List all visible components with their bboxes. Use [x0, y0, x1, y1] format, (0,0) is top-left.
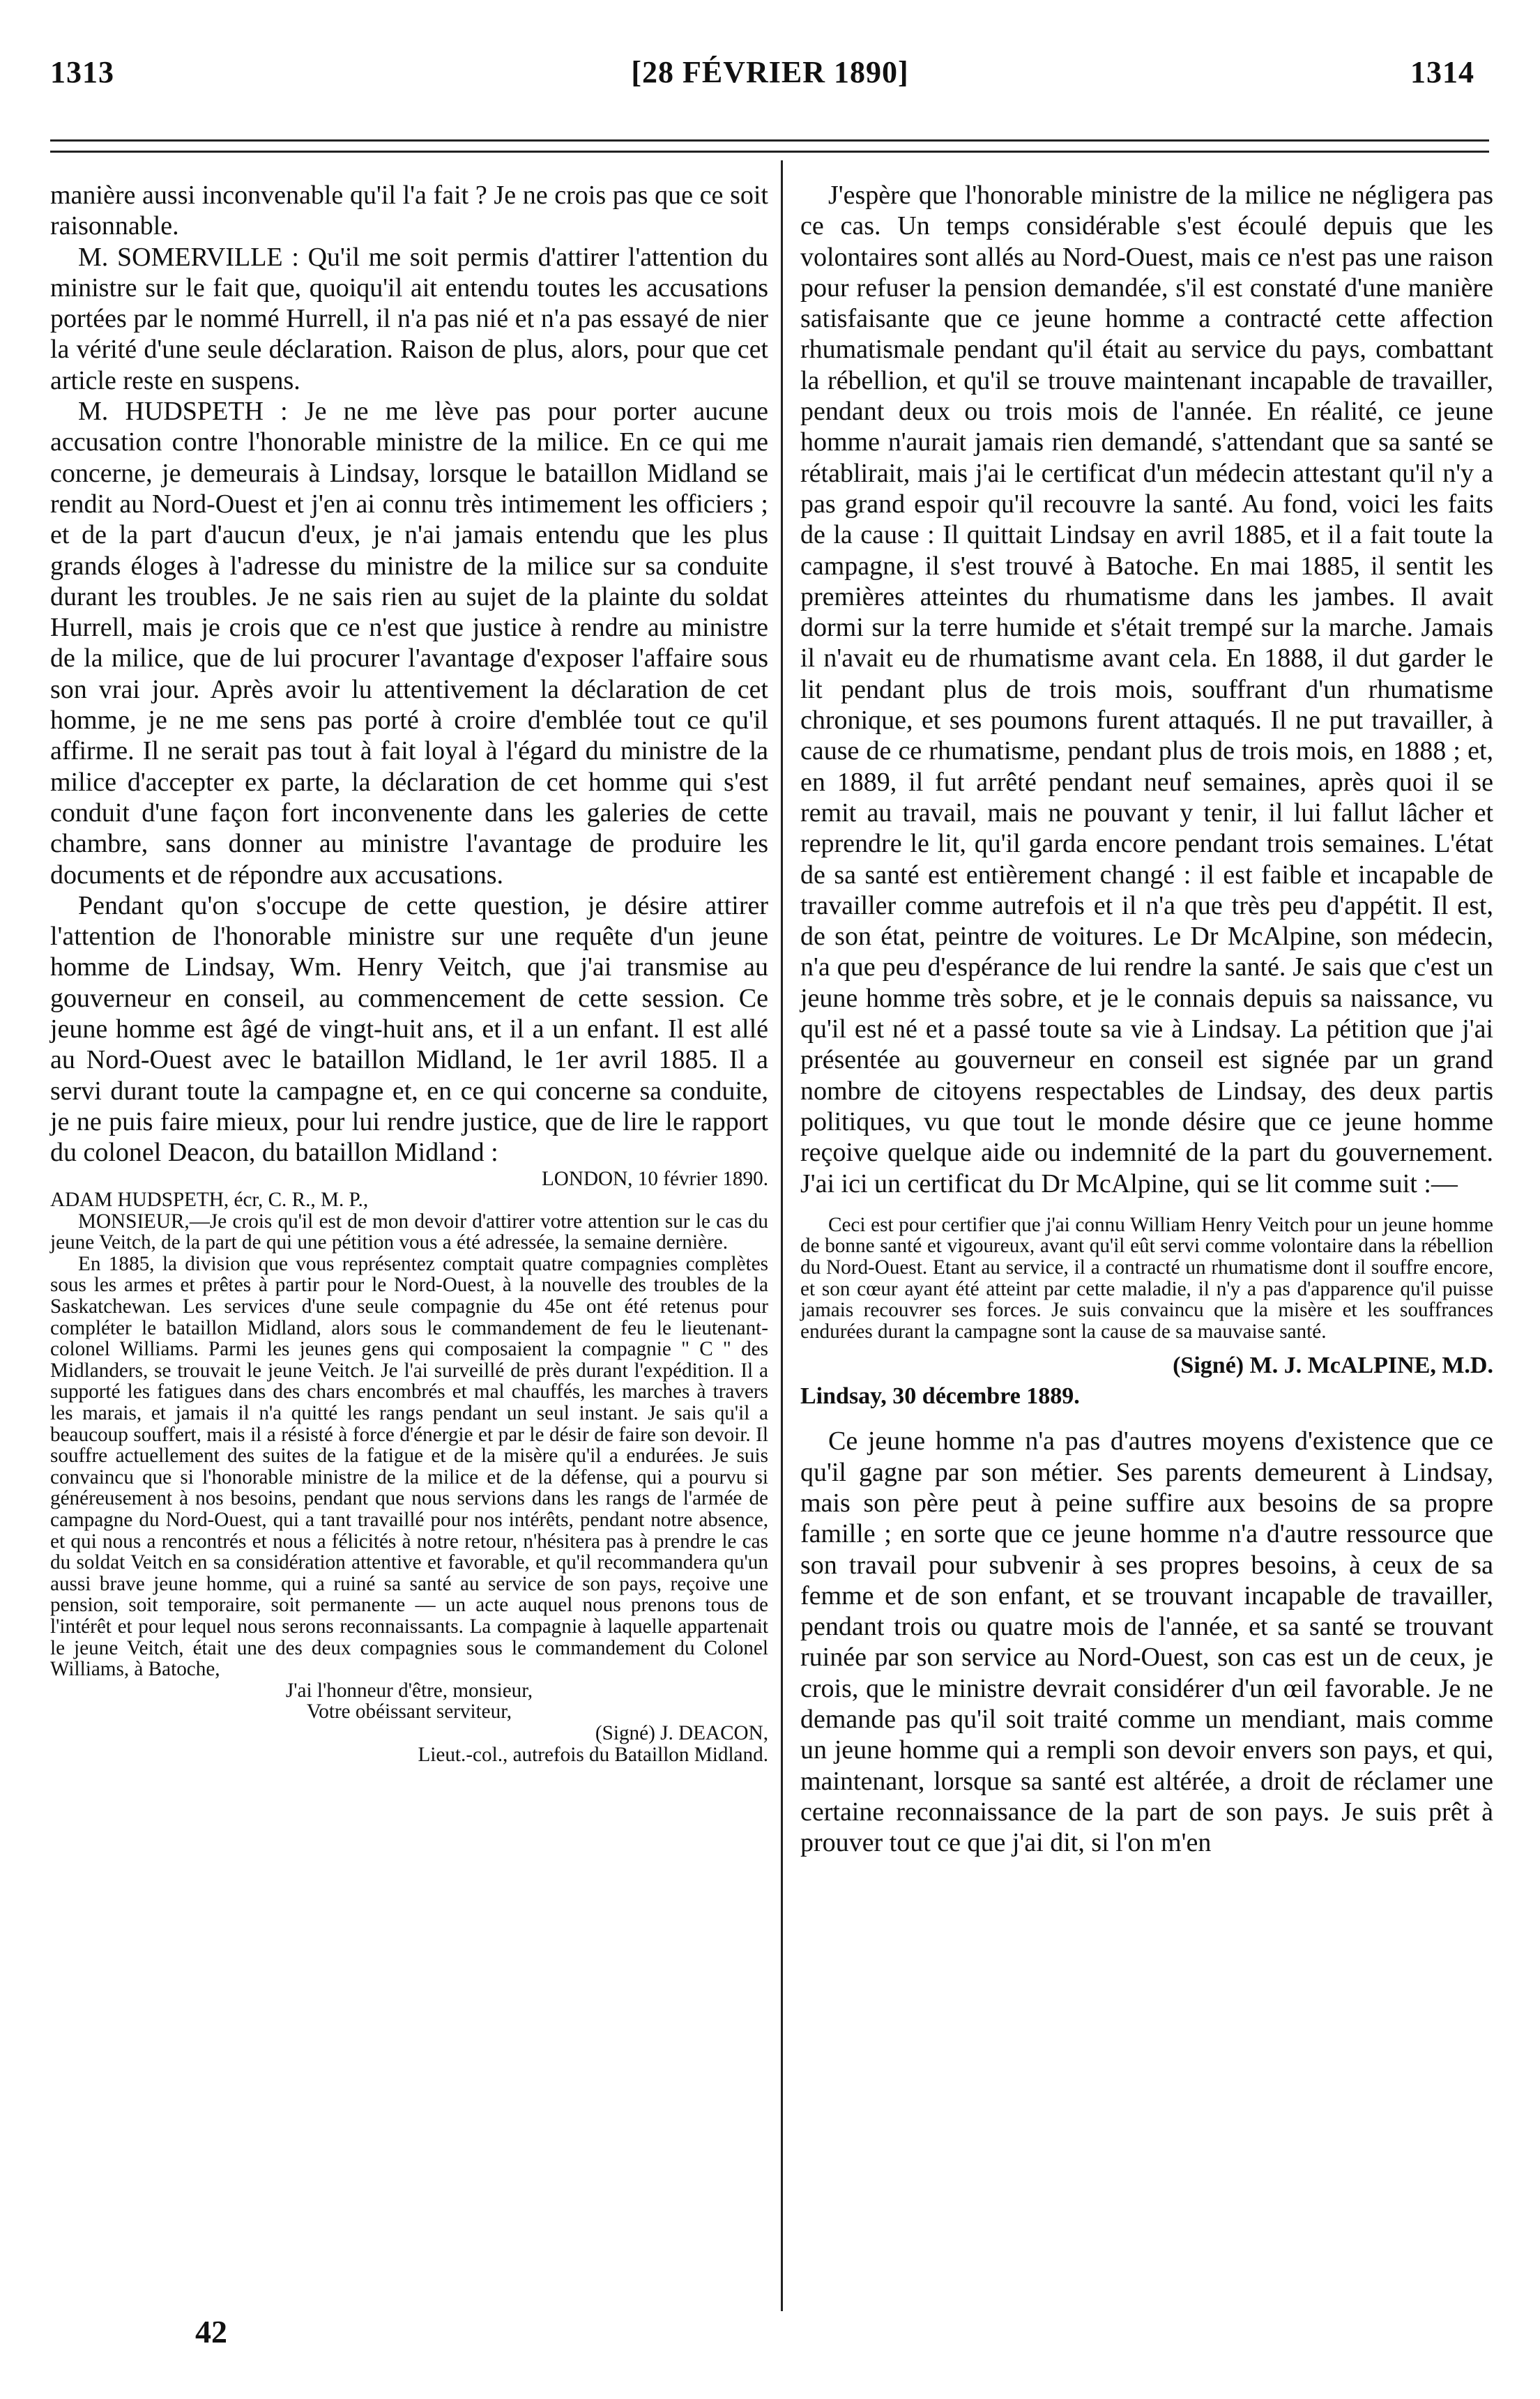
letter-servant: Votre obéissant serviteur,	[306, 1700, 512, 1723]
right-column	[800, 180, 1493, 1859]
left-column	[50, 180, 768, 1765]
left-paragraph-1: manière aussi inconvenable qu'il l'a fait ? Je ne crois pas que ce soit raisonnable.	[50, 181, 768, 241]
certificate-signature: (Signé) M. J. McALPINE, M.D.	[1173, 1353, 1493, 1379]
column-divider	[781, 160, 783, 2311]
header-date: [28 FÉVRIER 1890]	[631, 55, 909, 89]
letter-date: LONDON, 10 février 1890.	[541, 1167, 768, 1190]
letter-signer-title: Lieut.-col., autrefois du Bataillon Midland.	[418, 1743, 768, 1766]
certificate-text: Ceci est pour certifier que j'ai connu William Henry Veitch pour un jeune homme de bonne santé et vigoureux, avant qu'il eût servi comme volontaire dans la rébellion du Nord-Ouest. Etant au service, il a contracté un rhumatisme dont il souffre encore, et son cœur ayant été atteint par cette maladie, il n'y a pas d'apparence qu'il puisse jamais recouvrer ses forces. Je suis convaincu que la misère et les souffrances endurées durant la campagne sont la cause de sa mauvaise santé.	[800, 1213, 1493, 1343]
right-paragraph-1: J'espère que l'honorable ministre de la milice ne négligera pas ce cas. Un temps considérable s'est écoulé depuis que les volontaires sont allés au Nord-Ouest, mais ce n'est pas une raison pour refuser la pension demandée, s'il est constaté d'une manière satisfaisante que ce jeune homme a contracté cette affection rhumatismale pendant qu'il était au service du pays, combattant la rébellion, et qu'il se trouve maintenant incapable de travailler, pendant deux ou trois mois de l'année. En réalité, ce jeune homme n'aurait jamais rien demandé, s'attendant que sa santé se rétablirait, mais j'ai le certificat d'un médecin attestant qu'il n'y a pas grand espoir qu'il recouvre la santé. Au fond, voici les faits de la cause : Il quittait Lindsay en avril 1885, et il a fait toute la campagne, il s'est trouvé à Batoche. En mai 1885, il sentit les premières atteintes du rhumatisme dans les jambes. Il avait dormi sur la terre humide et s'était trempé sur la marche. Jamais il n'avait eu de rhumatisme avant cela. En 1888, il dut garder le lit pendant plus de trois mois, souffrant d'un rhumatisme chronique, et ses poumons furent attaqués. Il ne put travailler, à cause de ce rhumatisme, pendant plus de trois mois, en 1888 ; et, en 1889, il fut arrêté pendant neuf semaines, après quoi il se remit au travail, mais ne pouvant y tenir, il lui fallut lâcher et reprendre le lit, qu'il garda encore pendant trois semaines. L'état de sa santé est entièrement changé : il est faible et incapable de travailler comme autrefois et il n'a que très peu d'appétit. Il est, de son état, peintre de voitures. Le Dr McAlpine, son médecin, n'a que peu d'espérance de lui rendre la santé. Je sais que c'est un jeune homme très sobre, et je le connais depuis sa naissance, vu qu'il est né et a passé toute sa vie à Lindsay. La pétition que j'ai présentée au gouverneur en conseil est signée par un grand nombre de citoyens respectables de Lindsay, des deux partis politiques, vu que tout le monde désire que ce jeune homme reçoive quelque aide ou indemnité de la part du gouvernement. J'ai ici un certificat du Dr McAlpine, qui se lit comme suit :—	[800, 181, 1493, 1198]
letter-addressee: ADAM HUDSPETH, écr, C. R., M. P.,	[50, 1189, 369, 1212]
footer-page-number: 42	[195, 2314, 227, 2350]
somerville-paragraph: M. SOMERVILLE : Qu'il me soit permis d'attirer l'attention du ministre sur le fait que, quoiqu'il ait entendu toutes les accusations portées par le nommé Hurrell, il n'a pas nié et n'a pas essayé de nier la vérité d'une seule déclaration. Raison de plus, alors, pour que cet article reste en suspens.	[50, 242, 768, 395]
header-rule-bottom	[50, 151, 1489, 153]
right-paragraph-2: Ce jeune homme n'a pas d'autres moyens d'existence que ce qu'il gagne par son métier. Ses parents demeurent à Lindsay, mais son père peut à peine suffire aux besoins de sa propre famille ; en sorte que ce jeune homme n'a d'autre ressource que son travail pour subvenir à ses propres besoins, à ceux de sa femme et de son enfant, et se trouvant incapable de travailler, pendant trois ou quatre mois de l'année, et sa santé se trouvant ruinée par son service au Nord-Ouest, son cas est un de ceux, je crois, que le ministre devrait considérer d'un œil favorable. Je ne demande pas qu'il soit traité comme un mendiant, mais comme un jeune homme qui a rempli son devoir envers son pays, et qui, maintenant, lorsque sa santé est altérée, a droit de réclamer une certaine reconnaissance de la part de son pays. Je suis prêt à prouver tout ce que j'ai dit, si l'on m'en	[800, 1426, 1493, 1858]
veitch-request-paragraph: Pendant qu'on s'occupe de cette question, je désire attirer l'attention de l'honorable ministre sur une requête d'un jeune homme de Lindsay, Wm. Henry Veitch, que j'ai transmise au gouverneur en conseil, au commencement de cette session. Ce jeune homme est âgé de vingt-huit ans, et il a un enfant. Il est allé au Nord-Ouest avec le bataillon Midland, le 1er avril 1885. Il a servi durant toute la campagne et, en ce qui concerne sa conduite, je ne puis faire mieux, pour lui rendre justice, que de lire le rapport du colonel Deacon, du bataillon Midland :	[50, 890, 768, 1168]
right-page-number: 1314	[1410, 55, 1474, 89]
letter-paragraph-1: MONSIEUR,—Je crois qu'il est de mon devoir d'attirer votre attention sur le cas du jeune Veitch, de la part de qui une pétition vous a été adressée, la semaine dernière.	[50, 1210, 768, 1254]
deacon-letter	[50, 1168, 768, 1766]
medical-certificate	[800, 1214, 1493, 1412]
letter-signature: (Signé) J. DEACON,	[595, 1721, 768, 1744]
hudspeth-paragraph: M. HUDSPETH : Je ne me lève pas pour porter aucune accusation contre l'honorable ministre de la milice. En ce qui me concerne, je demeurais à Lindsay, lorsque le bataillon Midland se rendit au Nord-Ouest et j'en ai connu très intimement les officiers ; et de la part d'aucun d'eux, je n'ai jamais entendu que les plus grands éloges à l'adresse du ministre de la milice sur sa conduite durant les troubles. Je ne sais rien au sujet de la plainte du soldat Hurrell, mais je crois que ce n'est que justice à rendre au ministre de la milice, que de lui procurer l'avantage d'exposer l'affaire sous son vrai jour. Après avoir lu attentivement la déclaration de cet homme, je ne me sens pas porté à croire d'emblée tout ce qu'il affirme. Il ne serait pas tout à fait loyal à l'égard du ministre de la milice d'accepter ex parte, la déclaration de cet homme qui s'est conduit d'une façon fort inconvenente dans les galeries de cette chambre, sans donner au ministre l'avantage de produire les documents et de répondre aux accusations.	[50, 397, 768, 890]
certificate-place-date: Lindsay, 30 décembre 1889.	[800, 1383, 1080, 1410]
letter-paragraph-2: En 1885, la division que vous représentez comptait quatre compagnies complètes sous les armes et prêtes à partir pour le Nord-Ouest, à la nouvelle des troubles de la Saskatchewan. Les services d'une seule compagnie du 45e ont été retenus pour compléter le bataillon Midland, alors sous le commandement de feu le lieutenant-colonel Williams. Parmi les jeunes gens qui composaient la compagnie " C " des Midlanders, se trouvait le jeune Veitch. Je l'ai surveillé de près durant l'expédition. Il a supporté les fatigues dans des chars encombrés et mal chauffés, les marches à travers les marais, et jamais il n'a quitté les rangs pendant un seul instant. Je sais qu'il a beaucoup souffert, mais il a résisté à force d'énergie et par le désir de faire son devoir. Il souffre actuellement des suites de la fatigue et de la misère qu'il a endurées. Je suis convaincu que si l'honorable ministre de la milice et de la défense, qui a pourvu si généreusement à nos besoins, pendant que nous servions dans les rangs de l'armée de campagne du Nord-Ouest, qui a tant travaillé pour nos intérêts, pendant notre absence, et qui nous a rencontrés et nous a félicités à notre retour, n'hésitera pas à prendre le cas du soldat Veitch en sa considération attentive et favorable, et qu'il recommandera qu'un aussi brave jeune homme, qui a ruiné sa santé au service de son pays, reçoive une pension, soit temporaire, soit permanente — un acte auquel nous prenons tous de l'intérêt et pour lequel nous serons reconnaissants. La compagnie à laquelle appartenait le jeune Veitch, était une des deux compagnies sous le commandement du Colonel Williams, à Batoche,	[50, 1252, 768, 1681]
header-rule-top	[50, 139, 1489, 142]
left-page-number: 1313	[50, 55, 114, 89]
letter-closing: J'ai l'honneur d'être, monsieur,	[285, 1679, 533, 1702]
